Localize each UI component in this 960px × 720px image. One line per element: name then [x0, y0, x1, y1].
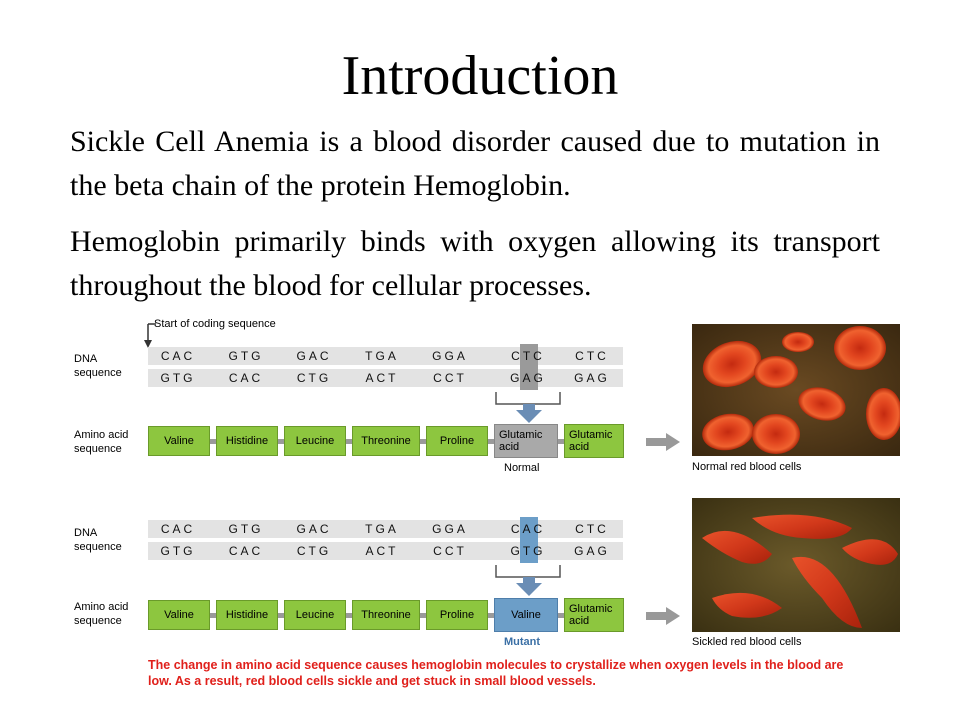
sickle-cell-mutation-figure [70, 318, 900, 698]
codon-bottom-mutant-6: GTG [510, 544, 546, 558]
codon-top-mutant-4: TGA [365, 522, 399, 536]
codon-bottom-normal-2: CAC [228, 371, 264, 385]
amino-mutant-1: Valine [148, 600, 210, 630]
amino-mutant-5: Proline [426, 600, 488, 630]
amino-normal-7: Glutamic acid [564, 424, 624, 458]
codon-bottom-normal-7: GAG [574, 371, 610, 385]
codon-bottom-mutant-7: GAG [574, 544, 610, 558]
codon-bottom-mutant-3: CTG [296, 544, 332, 558]
codon-top-normal-1: CAC [160, 349, 196, 363]
translation-arrow-icon [494, 390, 564, 424]
codon-top-mutant-3: GAC [296, 522, 332, 536]
codon-bottom-normal-6: GAG [510, 371, 546, 385]
amino-normal-6-highlight: Glutamic acid [494, 424, 558, 458]
normal-label: Normal [504, 462, 540, 474]
mutant-label: Mutant [504, 636, 541, 648]
amino-mutant-7: Glutamic acid [564, 598, 624, 632]
arrow-right-icon [646, 606, 682, 626]
amino-normal-5: Proline [426, 426, 488, 456]
codon-bottom-normal-4: ACT [365, 371, 399, 385]
codon-bottom-normal-1: GTG [160, 371, 196, 385]
codon-top-normal-3: GAC [296, 349, 332, 363]
codon-top-normal-2: GTG [228, 349, 264, 363]
codon-top-mutant-5: GGA [432, 522, 468, 536]
codon-bottom-mutant-4: ACT [365, 544, 399, 558]
codon-top-mutant-6: CAC [510, 522, 546, 536]
start-of-coding-label: Start of coding sequence [154, 318, 276, 330]
codon-bottom-normal-5: CCT [433, 371, 467, 385]
dna-label-mutant: DNA sequence [74, 527, 122, 553]
slide-title: Introduction [341, 45, 619, 107]
footnote-text: The change in amino acid sequence causes hemoglobin molecules to crystallize when oxygen levels in the blood are low. As a result, red blood cells sickle and get stuck in small blood vessels. [148, 658, 844, 688]
amino-normal-1: Valine [148, 426, 210, 456]
amino-mutant-2: Histidine [216, 600, 278, 630]
codon-top-normal-6: CTC [511, 349, 545, 363]
arrow-right-icon [646, 432, 682, 452]
codon-bottom-mutant-1: GTG [160, 544, 196, 558]
codon-top-normal-5: GGA [432, 349, 468, 363]
normal-photo-caption: Normal red blood cells [692, 461, 802, 473]
amino-mutant-6-highlight: Valine [494, 598, 558, 632]
amino-mutant-4: Threonine [352, 600, 420, 630]
sickled-photo-caption: Sickled red blood cells [692, 636, 802, 648]
codon-top-mutant-7: CTC [575, 522, 609, 536]
amino-normal-2: Histidine [216, 426, 278, 456]
amino-mutant-3: Leucine [284, 600, 346, 630]
amino-normal-3: Leucine [284, 426, 346, 456]
amino-normal-4: Threonine [352, 426, 420, 456]
translation-arrow-icon [494, 563, 564, 597]
codon-bottom-mutant-2: CAC [228, 544, 264, 558]
dna-label-normal: DNA sequence [74, 353, 122, 379]
codon-bottom-mutant-5: CCT [433, 544, 467, 558]
codon-top-normal-4: TGA [365, 349, 399, 363]
paragraph-sickle-cell: Sickle Cell Anemia is a blood disorder caused due to mutation in the beta chain of the protein Hemoglobin. [70, 125, 880, 202]
codon-bottom-normal-3: CTG [296, 371, 332, 385]
normal-blood-cells-photo [692, 324, 900, 456]
amino-label-normal: Amino acid sequence [74, 429, 129, 455]
sickled-blood-cells-photo [692, 498, 900, 630]
codon-top-mutant-2: GTG [228, 522, 264, 536]
codon-top-mutant-1: CAC [160, 522, 196, 536]
codon-top-normal-7: CTC [575, 349, 609, 363]
paragraph-hemoglobin: Hemoglobin primarily binds with oxygen allowing its transport throughout the blood for cellular processes. [70, 225, 880, 302]
amino-label-mutant: Amino acid sequence [74, 601, 129, 627]
